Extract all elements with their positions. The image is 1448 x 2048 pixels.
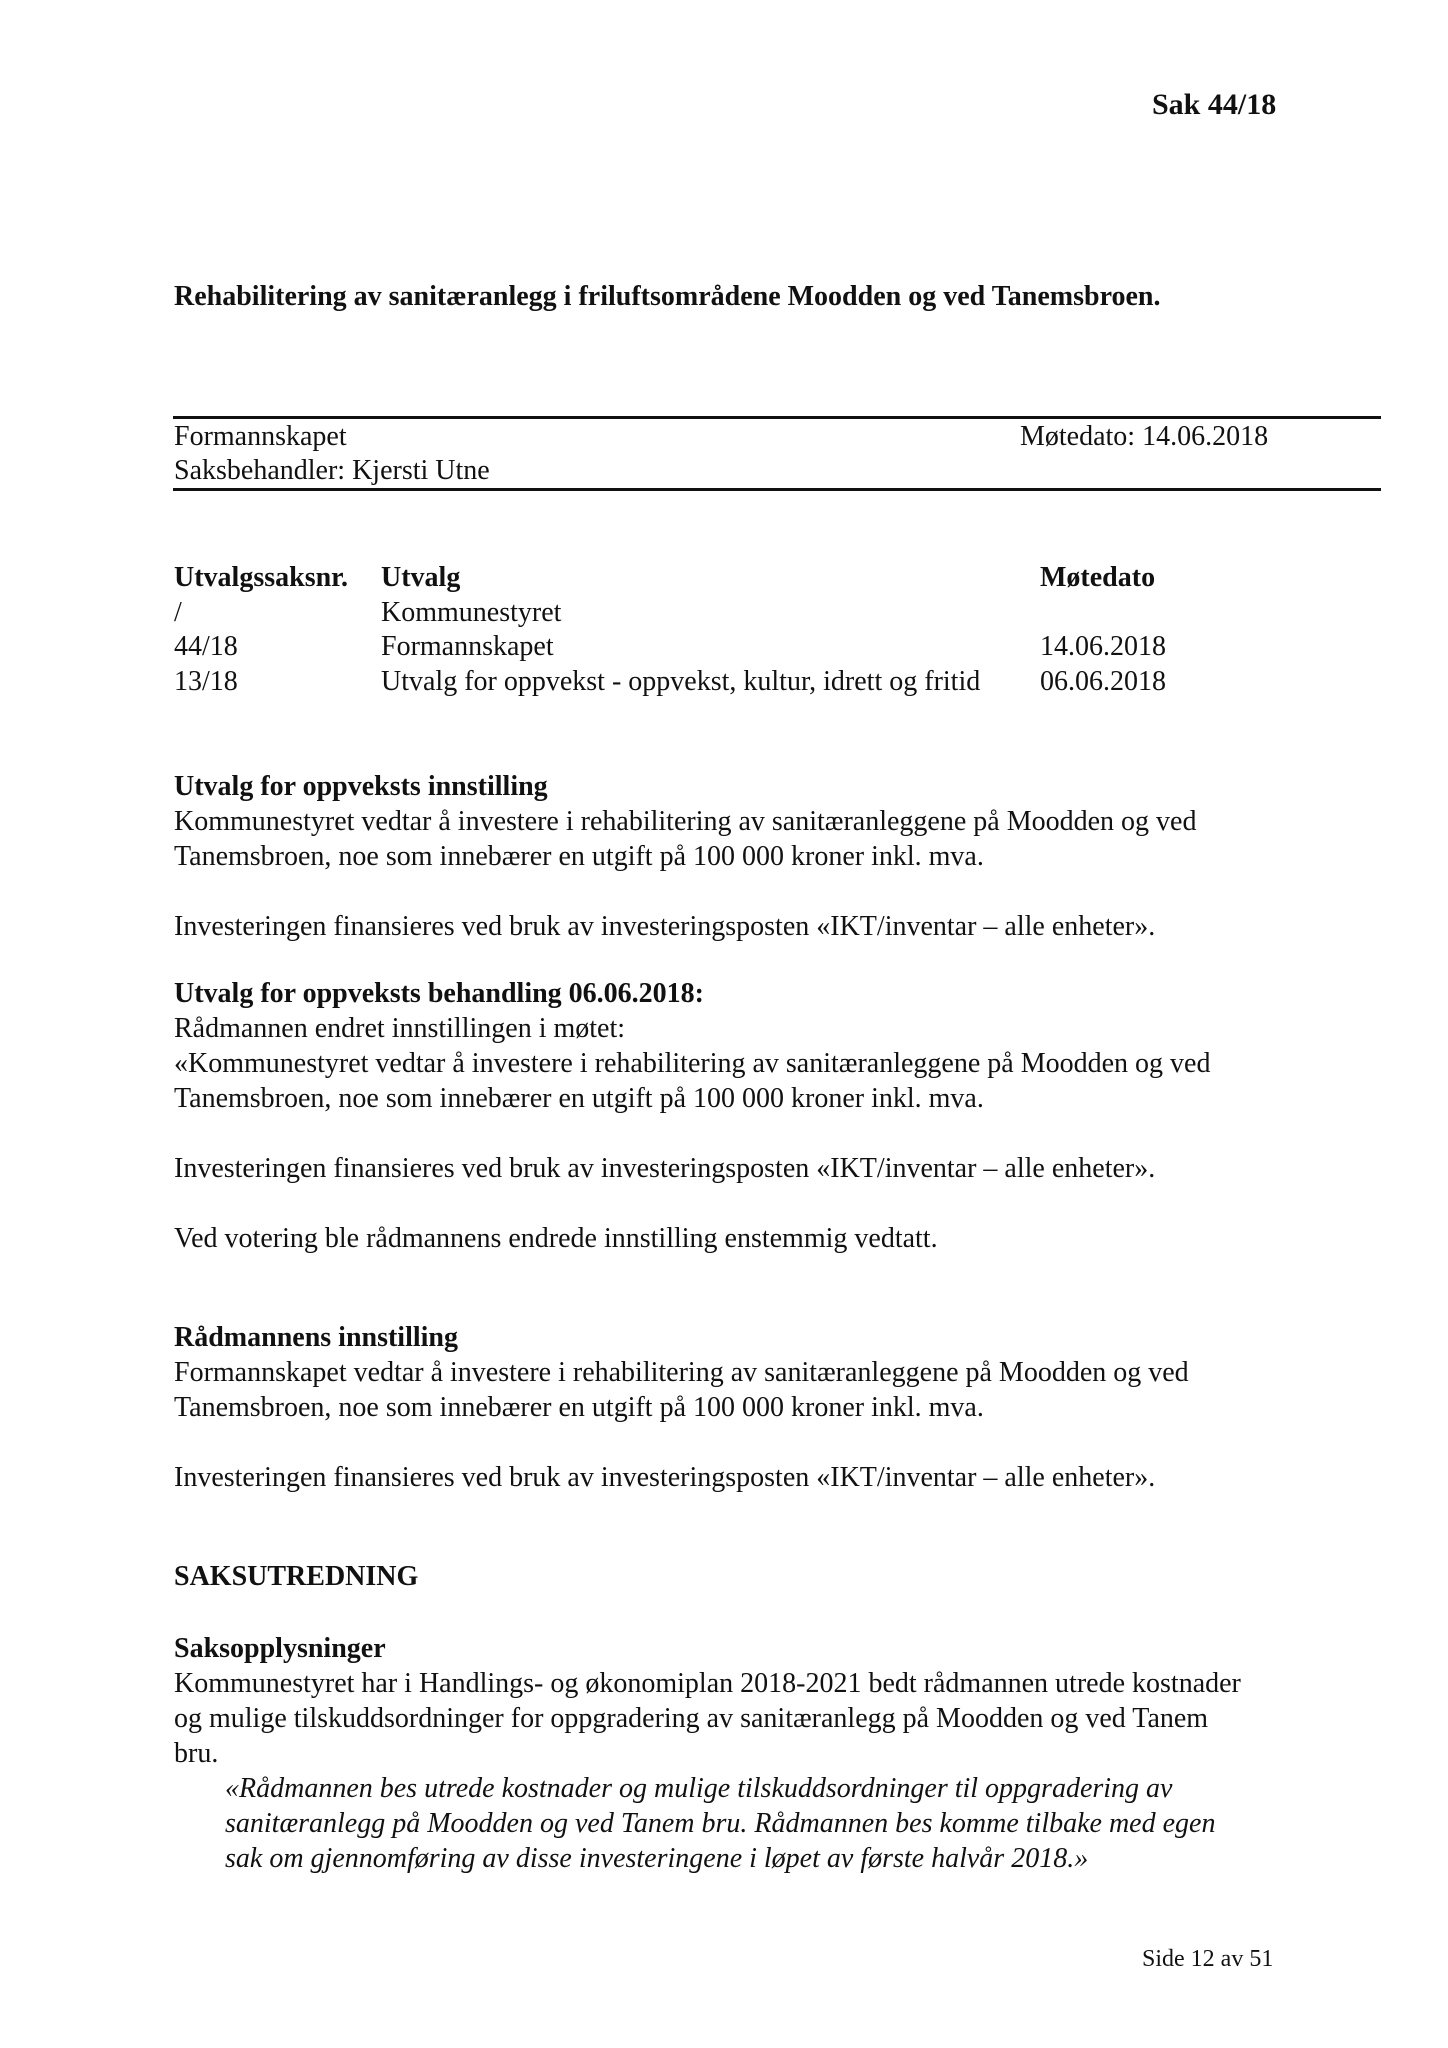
table-header-case-number: Utvalgssaksnr.: [174, 562, 349, 593]
table-cell: 06.06.2018: [1040, 666, 1166, 697]
divider-bottom: [173, 488, 1381, 491]
page-number: Side 12 av 51: [1142, 1946, 1274, 1972]
body-text: Formannskapet vedtar å investere i rehabilitering av sanitæranleggene på Moodden og ved: [174, 1357, 1189, 1388]
table-cell: Formannskapet: [381, 631, 554, 662]
section-behandling: [174, 976, 1210, 1256]
section-heading: Utvalg for oppveksts behandling 06.06.2018:: [174, 978, 705, 1009]
quote-text: sanitæranlegg på Moodden og ved Tanem bru. Rådmannen bes komme tilbake med egen: [225, 1808, 1216, 1839]
table-cell: Utvalg for oppvekst - oppvekst, kultur, idrett og fritid: [381, 666, 981, 697]
case-reference: Sak 44/18: [1152, 88, 1277, 121]
body-text: Investeringen finansieres ved bruk av investeringsposten «IKT/inventar – alle enheter».: [174, 1153, 1156, 1184]
body-text: Investeringen finansieres ved bruk av investeringsposten «IKT/inventar – alle enheter».: [174, 911, 1156, 942]
section-heading: Rådmannens innstilling: [174, 1322, 458, 1353]
table-cell: 13/18: [174, 666, 238, 697]
section-saksopplysninger: [174, 1631, 1241, 1771]
body-text: og mulige tilskuddsordninger for oppgradering av sanitæranlegg på Moodden og ved Tanem: [174, 1703, 1209, 1734]
body-text: Kommunestyret har i Handlings- og økonomiplan 2018-2021 bedt rådmannen utrede kostnader: [174, 1668, 1241, 1699]
committee-name: Formannskapet: [174, 421, 347, 452]
body-text: Tanemsbroen, noe som innebærer en utgift på 100 000 kroner inkl. mva.: [174, 1083, 984, 1114]
body-text: Investeringen finansieres ved bruk av investeringsposten «IKT/inventar – alle enheter».: [174, 1462, 1156, 1493]
table-header-meeting-date: Møtedato: [1040, 562, 1156, 593]
table-cell: Kommunestyret: [381, 597, 562, 628]
saksutredning-heading: SAKSUTREDNING: [174, 1561, 419, 1592]
body-text: «Kommunestyret vedtar å investere i rehabilitering av sanitæranleggene på Moodden og ved: [174, 1048, 1211, 1079]
quote-text: «Rådmannen bes utrede kostnader og mulige tilskuddsordninger til oppgradering av: [225, 1773, 1173, 1804]
document-title: Rehabilitering av sanitæranlegg i friluftsområdene Moodden og ved Tanemsbroen.: [174, 281, 1161, 312]
body-text: Rådmannen endret innstillingen i møtet:: [174, 1013, 626, 1044]
meeting-date: Møtedato: 14.06.2018: [1020, 421, 1269, 452]
body-text: bru.: [174, 1738, 219, 1769]
table-header-committee: Utvalg: [381, 562, 461, 593]
quote-block: [225, 1771, 1215, 1876]
table-cell: /: [174, 597, 182, 628]
section-radmann: [174, 1320, 1189, 1495]
divider-top: [173, 416, 1381, 419]
table-cell: 14.06.2018: [1040, 631, 1166, 662]
section-heading: Utvalg for oppveksts innstilling: [174, 771, 548, 802]
body-text: Tanemsbroen, noe som innebærer en utgift på 100 000 kroner inkl. mva.: [174, 841, 984, 872]
body-text: Ved votering ble rådmannens endrede innstilling enstemmig vedtatt.: [174, 1223, 938, 1254]
quote-text: sak om gjennomføring av disse investeringene i løpet av første halvår 2018.»: [225, 1843, 1089, 1874]
table-cell: 44/18: [174, 631, 238, 662]
section-innstilling: [174, 769, 1196, 944]
body-text: Tanemsbroen, noe som innebærer en utgift på 100 000 kroner inkl. mva.: [174, 1392, 984, 1423]
case-officer: Saksbehandler: Kjersti Utne: [174, 455, 490, 486]
section-heading: Saksopplysninger: [174, 1633, 386, 1664]
body-text: Kommunestyret vedtar å investere i rehabilitering av sanitæranleggene på Moodden og ved: [174, 806, 1197, 837]
